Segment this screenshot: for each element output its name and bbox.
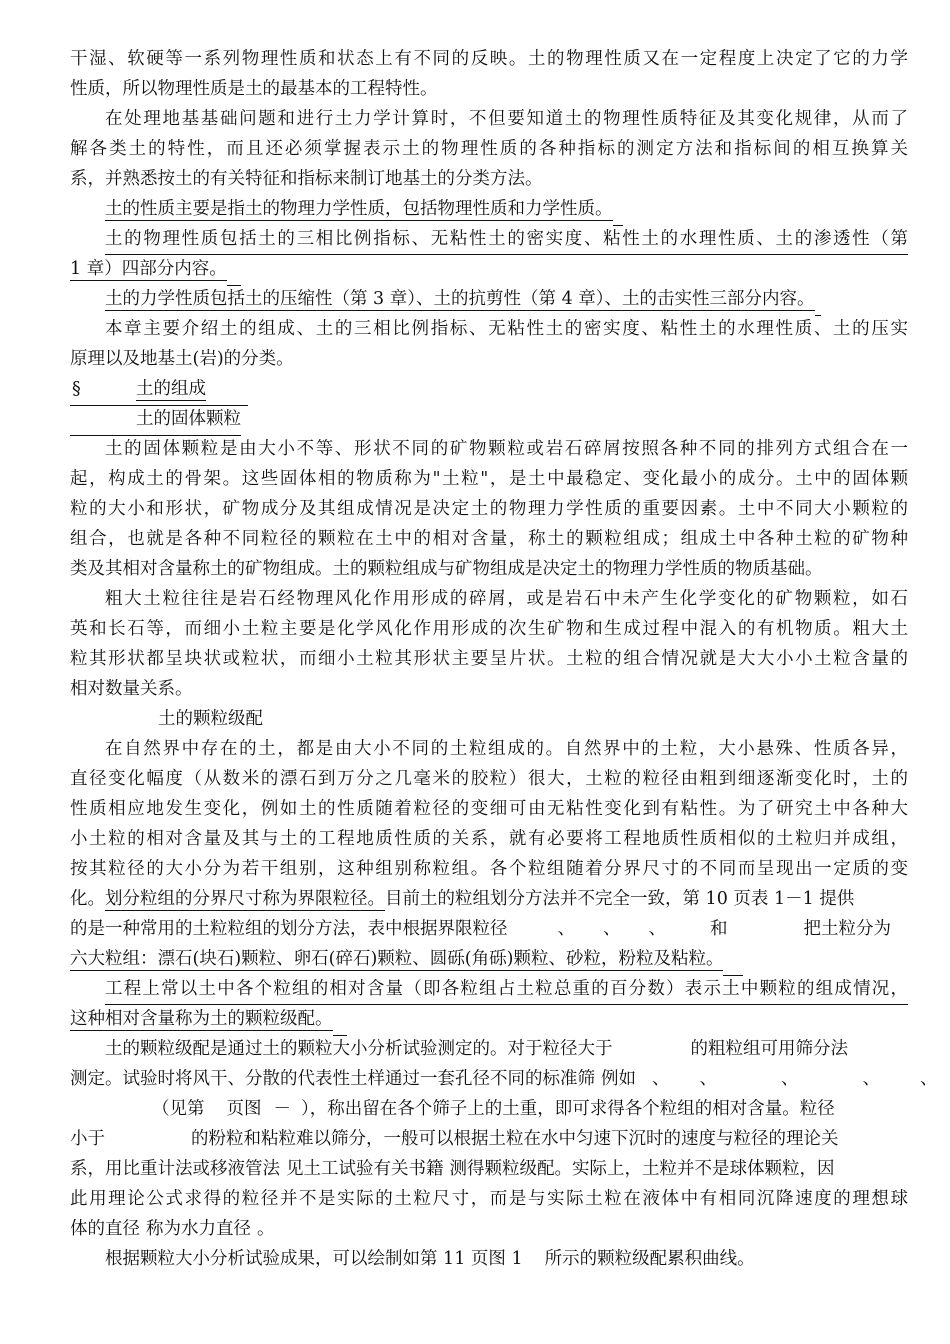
underlined-line [70,974,908,1004]
text-line: 原理以及地基土(岩)的分类。 [70,349,294,369]
text-segment: ），称出留在各个筛子上的土重，即可求得各个粒组的相对含量。粒径 [301,1099,835,1119]
text-segment: 、 [781,1069,799,1089]
text-line: 此用理论公式求得的粒径并不是实际的土粒尺寸，而是与实际土粒在液体中有相同沉降速度的理想球 [70,1189,908,1209]
text-line [70,1094,908,1124]
underlined-line [70,224,908,254]
text-segment: 体的直径 [70,1219,140,1239]
text-segment: 测定。试验时将风干、分散的代表性土样通过一套孔径不同的标准筛 [70,1069,595,1089]
text-segment: 化。 [70,889,105,909]
text-line: 土的固体颗粒是由大小不等、形状不同的矿物颗粒或岩石碎屑按照各种不同的排列方式组合在一 [105,439,908,459]
subsection-heading: 土的颗粒级配 [158,709,263,729]
underlined-text: 土的力学性质包括土的压缩性（第 3 章）、土的抗剪性（第 4 章）、土的击实性三部分内容。 [105,289,815,309]
text-segment: 的粉粒和粘粒难以筛分，一般可以根据土粒在水中匀速下沉时的速度与粒径的理论关 [191,1129,839,1149]
text-line: 本章主要介绍土的组成、土的三相比例指标、无粘性土的密实度、粘性土的水理性质、土的压实 [105,319,908,339]
text-segment: 目前土的粒组划分方法并不完全一致，第 10 页表 1－1 提供 [385,889,855,909]
text-line [70,1064,938,1094]
text-line: 小土粒的相对含量及其与土的工程地质性质的关系，就有必要将工程地质性质相似的土粒归并成组， [70,829,908,849]
text-line: 性质，所以物理性质是土的最基本的工程特性。 [70,79,438,99]
underlined-line [70,194,908,224]
text-line: 在自然界中存在的土，都是由大小不同的土粒组成的。自然界中的土粒，大小悬殊、性质各异， [105,739,908,759]
text-segment: 测得颗粒级配。实际上，土粒并不是球体颗粒，因 [449,1159,835,1179]
text-line: 相对数量关系。 [70,679,193,699]
text-segment: 系，用比重计法或移液管法 [70,1159,280,1179]
text-segment: 、 [652,1069,670,1089]
text-segment: 、 [920,1069,938,1089]
text-segment: 和 [710,919,728,939]
text-segment: 页图 [226,1099,262,1119]
subsection-heading [70,404,908,434]
underlined-text: 土的性质主要是指土的物理力学性质，包括物理性质和力学性质。 [105,199,613,219]
underlined-line [70,944,908,974]
text-segment: 把土粒分为 [803,919,891,939]
text-line: 粒的大小和形状，矿物成分及其组成情况是决定土的物理力学性质的重要因素。土中不同大小颗粒的 [70,499,908,519]
text-segment: 根据颗粒大小分析试验成果，可以绘制如第 11 页图 1 [105,1249,523,1269]
underlined-text: 工程上常以土中各个粒组的相对含量（即各粒组占土粒总重的百分数）表示土中颗粒的组成情况， [105,974,908,1005]
text-line: 系，并熟悉按土的有关特征和指标来制订地基土的分类方法。 [70,169,543,189]
text-line: 粒其形状都呈块状或粒状，而细小土粒其形状主要呈片状。土粒的组合情况就是大大小小土粒含量的 [70,649,908,669]
underlined-line [70,1004,908,1034]
text-line [70,1154,908,1184]
text-line: 在处理地基基础问题和进行土力学计算时，不但要知道土的物理性质特征及其变化规律，从而了 [105,109,908,129]
text-segment: 、 [557,919,575,939]
subsection-title: 土的固体颗粒 [70,404,241,436]
text-segment: 的是一种常用的土粒粒组的划分方法，表中根据界限粒径 [70,919,508,939]
text-line [70,1034,908,1064]
text-segment: 小于 [70,1129,105,1149]
underlined-text: 这种相对含量称为土的颗粒级配。 [70,1009,333,1029]
text-segment: 、 [699,1069,717,1089]
text-segment: 的粗粒组可用筛分法 [690,1039,848,1059]
text-segment: 、 [603,919,621,939]
text-line [70,1124,908,1154]
text-line: 英和长石等，而细小土粒主要是化学风化作用形成的次生矿物和生成过程中混入的有机物质。粗大土 [70,619,908,639]
text-line [70,884,908,914]
text-segment: 所示的颗粒级配累积曲线。 [544,1249,755,1269]
text-line: 直径变化幅度（从数米的漂石到万分之几毫米的胶粒）很大，土粒的粒径由粗到细逐渐变化时，土的 [70,769,908,789]
text-line: 解各类土的特性，而且还必须掌握表示土的物理性质的各种指标的测定方法和指标间的相互换算关 [70,139,908,159]
text-segment: 土的颗粒级配是通过土的颗粒大小分析试验测定的。对于粒径大于 [105,1039,613,1059]
text-line [70,1244,908,1274]
text-line: 按其粒径的大小分为若干组别，这种组别称粒组。各个粒组随着分界尺寸的不同而呈现出一定质的变 [70,859,908,879]
section-title: 土的组成 [136,379,206,399]
section-heading-title [70,374,908,404]
section-symbol: § [72,379,81,399]
underlined-line [70,284,908,314]
text-segment: 例如 [601,1069,636,1089]
text-segment: 称为水力直径 [146,1219,251,1239]
text-segment: － [273,1099,291,1119]
underlined-text: 划分粒组的分界尺寸称为界限粒径。 [105,889,385,909]
text-segment: 、 [648,919,666,939]
document-page [70,44,938,1274]
text-segment: 见土工试验有关书籍 [286,1159,444,1179]
text-segment: 、 [862,1069,880,1089]
underlined-line [70,254,908,284]
text-line: 组合，也就是各种不同粒径的颗粒在土中的相对含量，称土的颗粒组成；组成土中各种土粒的矿物种 [70,529,908,549]
text-line [70,1214,908,1244]
underlined-text: 土的物理性质包括土的三相比例指标、无粘性土的密实度、粘性土的水理性质、土的渗透性（第 [105,224,908,255]
underlined-text: 六大粒组：漂石(块石)颗粒、卵石(碎石)颗粒、圆砾(角砾)颗粒、砂粒，粉粒及粘粒。 [70,949,724,969]
text-line: 性质相应地发生变化，例如土的性质随着粒径的变细可由无粘性变化到有粘性。为了研究土中各种大 [70,799,908,819]
text-line: 干湿、软硬等一系列物理性质和状态上有不同的反映。土的物理性质又在一定程度上决定了它的力学 [70,49,908,69]
text-line [70,914,908,944]
text-segment: 。 [257,1219,275,1239]
text-line: 粗大土粒往往是岩石经物理风化作用形成的碎屑，或是岩石中未产生化学变化的矿物颗粒，如石 [105,589,908,609]
text-line: 类及其相对含量称土的矿物组成。土的颗粒组成与矿物组成是决定土的物理力学性质的物质基础。 [70,559,823,579]
underlined-text: 1 章）四部分内容。 [70,259,227,279]
text-segment: （见第 [152,1099,205,1119]
text-line: 起，构成土的骨架。这些固体相的物质称为"土粒"，是土中最稳定、变化最小的成分。土中的固体颗 [70,469,908,489]
